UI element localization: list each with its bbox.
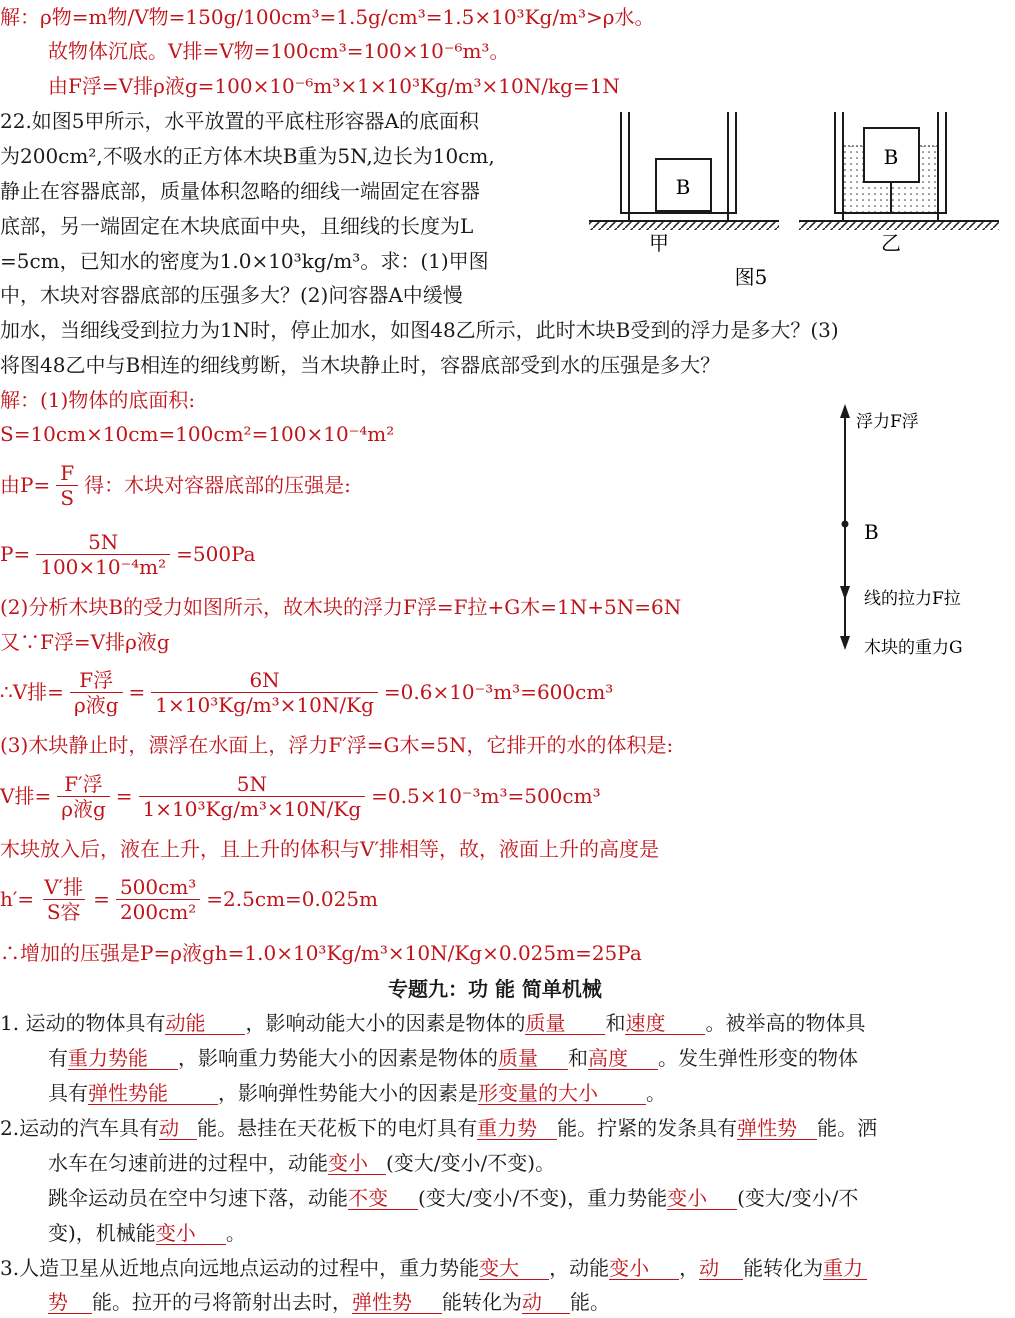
- sol-line-1: 解：(1)物体的底面积:: [0, 388, 196, 412]
- q2-answer-4: 变小: [328, 1152, 386, 1175]
- q1-answer-6: 高度: [588, 1047, 658, 1070]
- p21-line-2: 故物体沉底。V排=V物=100cm³=100×10⁻⁶m³。: [48, 39, 510, 63]
- arrow-down-icon: [840, 586, 850, 600]
- figure-5: [585, 108, 1005, 298]
- q1-line-2: 有重力势能 ，影响重力势能大小的因素是物体的质量 和高度 。发生弹性形变的物体: [48, 1046, 858, 1070]
- figure-caption: 图5: [734, 265, 768, 289]
- q2-line-1: 2.运动的汽车具有动 能。悬挂在天花板下的电灯具有重力势 能。拧紧的发条具有弹性势 能。洒: [0, 1116, 878, 1140]
- sol-line-11: h′= $\frac{\text{V′排}}{\text{S容}}$ = $\frac{\text{500cm³}}{\text{200cm²}}$ =2.5cm=0.025m: [0, 874, 379, 924]
- block-b-label: B: [675, 175, 691, 199]
- q2-answer-7: 变小: [156, 1222, 226, 1245]
- q3-answer-6: 动: [522, 1291, 570, 1314]
- force-gravity-label: 木块的重力G: [864, 638, 963, 658]
- sol-line-7: ∴V排= $\frac{\text{F浮}}{\text{ρ液g}}$ = $\frac{6N}{\text{1×10³Kg/m³×10N/Kg}}$ =0.6×10⁻³m³=600cm³: [0, 667, 614, 717]
- label-yi: 乙: [881, 231, 901, 255]
- p22-line-3: 静止在容器底部，质量体积忽略的细线一端固定在容器: [0, 179, 480, 203]
- svg-text:B: B: [883, 145, 899, 169]
- sol-line-10: 木块放入后，液在上升，且上升的体积与V′排相等，故，液面上升的高度是: [0, 837, 659, 861]
- q3-answer-2: 变小: [609, 1257, 679, 1280]
- sol-line-9: V排= $\frac{\text{F′浮}}{\text{ρ液g}}$ = $\frac{5N}{\text{1×10³Kg/m³×10N/Kg}}$ =0.5×10⁻³m³=500cm³: [0, 771, 601, 821]
- fraction-pressure: $\frac{5N}{\text{100×10⁻⁴m²}}$: [36, 530, 170, 579]
- q2-answer-3: 弹性势: [737, 1117, 817, 1140]
- q2-line-2: 水车在匀速前进的过程中，动能变小 (变大/变小/不变)。: [48, 1151, 556, 1175]
- q1-answer-3: 速度: [625, 1012, 705, 1035]
- container-jia: [589, 112, 779, 255]
- point-b: [842, 521, 849, 528]
- q1-answer-8: 形变量的大小: [478, 1082, 646, 1105]
- q2-line-3: 跳伞运动员在空中匀速下落，动能不变 (变大/变小/不变)，重力势能变小 (变大/变小/不: [48, 1186, 859, 1210]
- sol-line-2: S=10cm×10cm=100cm²=100×10⁻⁴m²: [0, 422, 395, 446]
- q1-answer-7: 弹性势能: [88, 1082, 218, 1105]
- topic9-title: 专题九：功 能 简单机械: [388, 977, 602, 1001]
- sol-line-6: 又∵F浮=V排ρ液g: [0, 630, 170, 654]
- fraction-f-over-s: $\frac{F}{S}$: [56, 461, 78, 510]
- label-jia: 甲: [649, 231, 669, 255]
- q3-answer-4: 重力: [823, 1257, 867, 1280]
- q1-answer-4: 重力势能: [68, 1047, 178, 1070]
- force-tension-label: 线的拉力F拉: [864, 589, 961, 609]
- force-point-label: B: [864, 520, 879, 544]
- force-buoyancy-label: 浮力F浮: [856, 412, 919, 432]
- q2-line-4: 变)，机械能变小 。: [48, 1221, 246, 1245]
- q2-answer-6: 变小: [667, 1187, 737, 1210]
- arrow-up-icon: [840, 404, 850, 418]
- force-diagram: [830, 400, 1010, 660]
- q1-answer-2: 质量: [525, 1012, 605, 1035]
- q1-answer-1: 动能: [165, 1012, 245, 1035]
- p21-line-1: 解：ρ物=m物/V物=150g/100cm³=1.5g/cm³=1.5×10³Kg/m³>ρ水。: [0, 5, 655, 29]
- sol-line-12: ∴增加的压强是P=ρ液gh=1.0×10³Kg/m³×10N/Kg×0.025m=25Pa: [0, 941, 642, 965]
- q1-line-1: 1. 运动的物体具有动能 ，影响动能大小的因素是物体的质量 和速度 。被举高的物体具: [0, 1011, 866, 1035]
- q3-answer-4-cont: 势: [48, 1291, 92, 1314]
- q1-line-3: 具有弹性势能 ，影响弹性势能大小的因素是形变量的大小 。: [48, 1081, 666, 1105]
- p22-line-7: 加水，当细线受到拉力为1N时，停止加水，如图48乙所示，此时木块B受到的浮力是多大？(3): [0, 318, 839, 342]
- q2-answer-2: 重力势: [477, 1117, 557, 1140]
- sol-line-3: 由P= $\frac{F}{S}$ 得：木块对容器底部的压强是:: [0, 460, 351, 510]
- sol-line-4: P= $\frac{5N}{\text{100×10⁻⁴m²}}$ =500Pa: [0, 529, 256, 579]
- q3-answer-5: 弹性势: [352, 1291, 442, 1314]
- q3-line-1: 3.人造卫星从近地点向远地点运动的过程中，重力势能变大 ，动能变小 ，动 能转化为重力: [0, 1255, 867, 1281]
- q2-answer-5: 不变: [348, 1187, 418, 1210]
- q3-answer-1: 变大: [479, 1257, 549, 1280]
- sol-line-5: (2)分析木块B的受力如图所示，故木块的浮力F浮=F拉+G木=1N+5N=6N: [0, 595, 682, 619]
- p22-line-5: =5cm，已知水的密度为1.0×10³kg/m³。求：(1)甲图: [0, 249, 489, 273]
- q3-line-2: 势 能。拉开的弓将箭射出去时，弹性势 能转化为动 能。: [48, 1290, 610, 1314]
- p22-line-2: 为200cm²,不吸水的正方体木块B重为5N,边长为10cm,: [0, 144, 495, 168]
- container-yi: [799, 112, 999, 255]
- sol-line-8: (3)木块静止时，漂浮在水面上，浮力F′浮=G木=5N，它排开的水的体积是:: [0, 733, 674, 757]
- p22-line-4: 底部，另一端固定在木块底面中央，且细线的长度为L: [0, 214, 474, 238]
- q3-answer-3: 动: [699, 1257, 743, 1280]
- p22-line-6: 中，木块对容器底部的压强多大？(2)问容器A中缓慢: [0, 283, 463, 307]
- p21-line-3: 由F浮=V排ρ液g=100×10⁻⁶m³×1×10³Kg/m³×10N/kg=1N: [48, 74, 620, 98]
- arrow-down-icon: [840, 636, 850, 650]
- p22-line-8: 将图48乙中与B相连的细线剪断，当木块静止时，容器底部受到水的压强是多大？: [0, 353, 721, 377]
- p22-line-1: 22.如图5甲所示，水平放置的平底柱形容器A的底面积: [0, 109, 479, 133]
- q2-answer-1: 动: [159, 1117, 197, 1140]
- q1-answer-5: 质量: [498, 1047, 568, 1070]
